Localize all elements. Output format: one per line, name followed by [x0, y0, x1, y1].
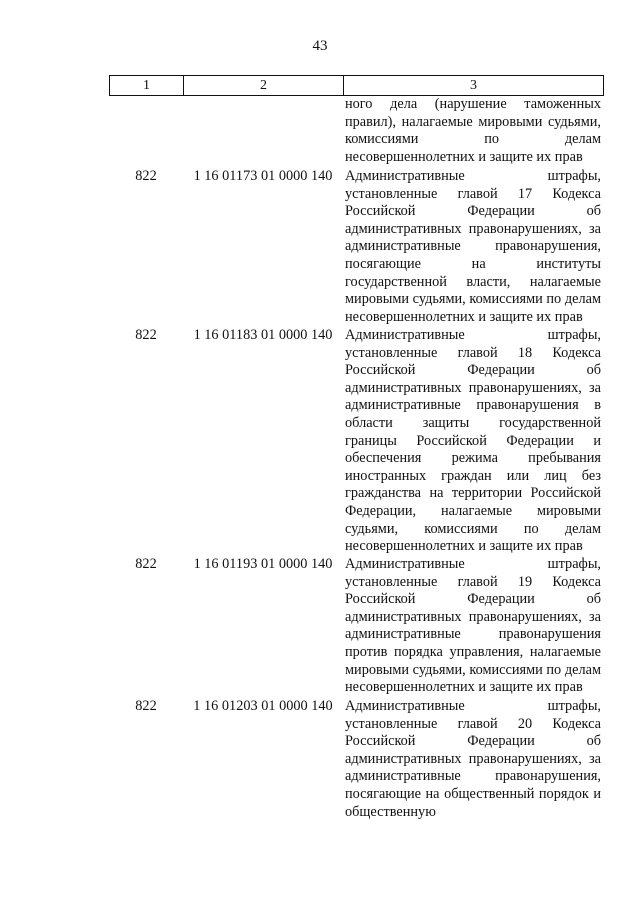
- page-number: 43: [312, 38, 328, 54]
- admin-code: 822: [135, 556, 157, 572]
- row-description: Административные штрафы, установленные главой 17 Кодекса Российской Федерации об административных правонарушениях, за административные правонарушения, посягающие на институты государственной власти, налагаемые мировыми судьями, комиссиями по делам несовершеннолетних и защите их прав: [345, 168, 601, 325]
- kbk-code: 1 16 01183 01 0000 140: [193, 327, 333, 343]
- header-col-2: 2: [184, 76, 344, 95]
- table-header-row: [109, 75, 604, 96]
- kbk-code: 1 16 01193 01 0000 140: [193, 556, 333, 572]
- header-col-3: 3: [470, 78, 477, 93]
- admin-code: 822: [135, 168, 157, 184]
- kbk-code: 1 16 01173 01 0000 140: [193, 168, 333, 184]
- row-description: Административные штрафы, установленные главой 18 Кодекса Российской Федерации об административных правонарушениях, за административные правонарушения в области защиты государственной границы Российской Федерации и обеспечения режима пребывания иностранных граждан или лиц без гражданства на территории Российской Федерации, налагаемые мировыми судьями, комиссиями по делам несовершеннолетних и защите их прав: [345, 327, 601, 555]
- continuation-description: ного дела (нарушение таможенных правил), налагаемые мировыми судьями, комиссиями по делам несовершеннолетних и защите их прав: [345, 96, 601, 165]
- admin-code: 822: [135, 698, 157, 714]
- row-description: Административные штрафы, установленные главой 20 Кодекса Российской Федерации об административных правонарушениях, за административные правонарушения, посягающие на общественный порядок и общественную: [345, 698, 601, 820]
- row-description: Административные штрафы, установленные главой 19 Кодекса Российской Федерации об административных правонарушениях, за административные правонарушения против порядка управления, налагаемые мировыми судьями, комиссиями по делам несовершеннолетних и защите их прав: [345, 556, 601, 696]
- header-col-1: 1: [110, 76, 184, 95]
- kbk-code: 1 16 01203 01 0000 140: [193, 698, 333, 714]
- admin-code: 822: [135, 327, 157, 343]
